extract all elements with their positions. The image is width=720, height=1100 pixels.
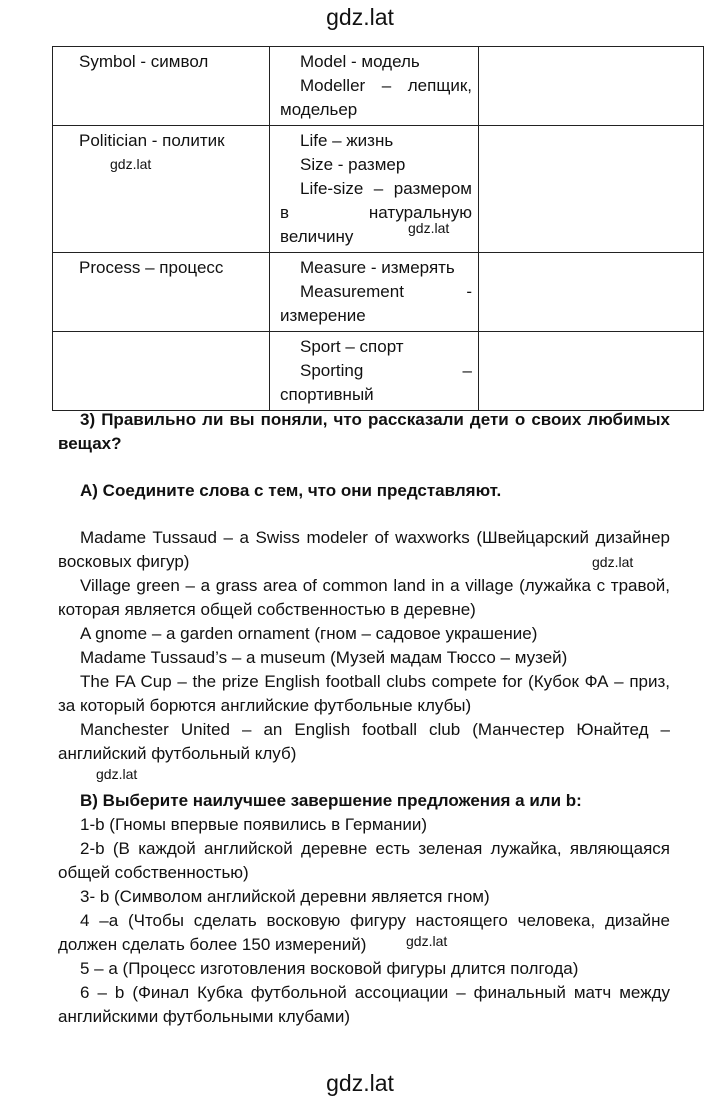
watermark-bottom: gdz.lat [326, 1070, 394, 1096]
table-cell-empty [479, 253, 704, 332]
table-row [53, 332, 704, 411]
table-cell-derivatives: Measure - измерять Measurement - измерение [270, 253, 479, 332]
list-item: A gnome – a garden ornament (гном – садовое украшение) [80, 624, 538, 643]
table-row [53, 47, 704, 126]
watermark: gdz.lat [592, 554, 634, 570]
table-cell-derivatives: Sport – спорт Sporting – спортивный [270, 332, 479, 411]
question-3-title: 3) Правильно ли вы поняли, что рассказали дети о своих любимых вещах? [58, 410, 670, 453]
watermark: gdz.lat [110, 156, 152, 172]
table-cell-empty [479, 126, 704, 253]
list-item: 5 – a (Процесс изготовления восковой фигуры длится полгода) [80, 959, 579, 978]
list-item: 6 – b (Финал Кубка футбольной ассоциации – финальный матч между английскими футбольными клубами) [58, 983, 670, 1026]
table-cell-word: Symbol - символ [53, 47, 270, 126]
list-item: Madame Tussaud – a Swiss modeler of waxworks (Швейцарский дизайнер восковых фигур) [58, 528, 670, 571]
watermark: gdz.lat [96, 766, 138, 782]
table-cell-empty [479, 332, 704, 411]
table-cell-word: Process – процесс [53, 253, 270, 332]
list-item: The FA Cup – the prize English football clubs compete for (Кубок ФА – приз, за который борются английские футбольные клубы) [58, 672, 670, 715]
list-item: Village green – a grass area of common land in a village (лужайка с травой, которая является общей собственностью в деревне) [58, 576, 670, 619]
table-cell-empty [53, 332, 270, 411]
part-a-title: A) Соедините слова с тем, что они представляют. [80, 481, 502, 500]
list-item: 2-b (В каждой английской деревне есть зеленая лужайка, являющаяся общей собственностью) [58, 839, 670, 882]
table-row [53, 126, 704, 253]
watermark: gdz.lat [406, 933, 448, 949]
watermark: gdz.lat [408, 220, 450, 236]
part-b-title: B) Выберите наилучшее завершение предложения a или b: [80, 791, 582, 810]
table-cell-word: Politician - политик [53, 126, 270, 253]
list-item: 4 –a (Чтобы сделать восковую фигуру настоящего человека, дизайне должен сделать более 150 измерений) [58, 911, 670, 954]
table-cell-derivatives: Model - модель Modeller – лепщик, модельер [270, 47, 479, 126]
part-a-list [58, 526, 670, 766]
list-item: 3- b (Символом английской деревни является гном) [80, 887, 490, 906]
table-cell-empty [479, 47, 704, 126]
vocabulary-table [52, 46, 704, 411]
list-item: Manchester United – an English football club (Манчестер Юнайтед – английский футбольный клуб) [58, 720, 670, 763]
part-b-list [58, 813, 670, 1029]
watermark-top: gdz.lat [326, 4, 394, 30]
table-cell-derivatives: Life – жизнь Size - размер Life-size – размером в натуральную величину [270, 126, 479, 253]
table-row [53, 253, 704, 332]
list-item: 1-b (Гномы впервые появились в Германии) [80, 815, 428, 834]
list-item: Madame Tussaud’s – a museum (Музей мадам Тюссо – музей) [80, 648, 568, 667]
